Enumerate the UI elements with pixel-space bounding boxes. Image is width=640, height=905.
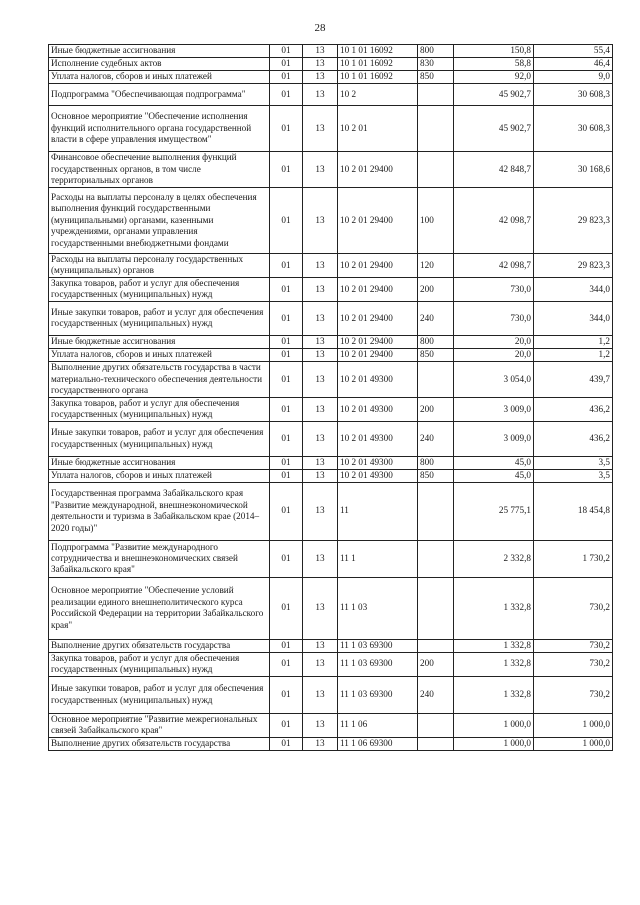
row-section: 01 <box>270 639 303 652</box>
row-amount-approved: 45,0 <box>454 456 534 469</box>
row-target-code: 10 2 01 49300 <box>338 421 418 456</box>
row-amount-approved: 20,0 <box>454 335 534 348</box>
row-section: 01 <box>270 58 303 71</box>
row-section: 01 <box>270 84 303 106</box>
row-amount-executed: 18 454,8 <box>534 482 613 540</box>
row-target-code: 10 2 01 49300 <box>338 456 418 469</box>
row-name: Иные закупки товаров, работ и услуг для обеспечения государственных (муниципальных) нужд <box>49 421 270 456</box>
table-row <box>49 397 613 421</box>
row-amount-approved: 58,8 <box>454 58 534 71</box>
row-subsection: 13 <box>303 58 338 71</box>
row-amount-executed: 3,5 <box>534 469 613 482</box>
table-row <box>49 737 613 750</box>
table-row <box>49 335 613 348</box>
row-amount-approved: 92,0 <box>454 71 534 84</box>
row-name: Уплата налогов, сборов и иных платежей <box>49 71 270 84</box>
row-section: 01 <box>270 188 303 254</box>
table-row <box>49 482 613 540</box>
row-name: Иные закупки товаров, работ и услуг для обеспечения государственных (муниципальных) нужд <box>49 301 270 335</box>
row-amount-executed: 1,2 <box>534 348 613 361</box>
row-expense-type <box>418 577 454 639</box>
page-number: 28 <box>314 22 326 34</box>
row-subsection: 13 <box>303 335 338 348</box>
row-amount-executed: 9,0 <box>534 71 613 84</box>
table-row <box>49 652 613 676</box>
row-amount-approved: 25 775,1 <box>454 482 534 540</box>
row-expense-type <box>418 540 454 577</box>
row-amount-executed: 30 608,3 <box>534 106 613 152</box>
row-expense-type: 200 <box>418 277 454 301</box>
row-amount-approved: 45 902,7 <box>454 84 534 106</box>
row-expense-type <box>418 106 454 152</box>
row-section: 01 <box>270 301 303 335</box>
row-section: 01 <box>270 45 303 58</box>
row-target-code: 10 2 01 <box>338 106 418 152</box>
row-amount-executed: 29 823,3 <box>534 188 613 254</box>
row-section: 01 <box>270 254 303 278</box>
row-amount-approved: 2 332,8 <box>454 540 534 577</box>
row-name: Основное мероприятие "Развитие межрегиональных связей Забайкальского края" <box>49 713 270 737</box>
row-name: Основное мероприятие "Обеспечение исполнения функций исполнительного органа государственной власти в сфере управления имуществом" <box>49 106 270 152</box>
row-amount-approved: 1 332,8 <box>454 577 534 639</box>
row-target-code: 11 1 03 69300 <box>338 676 418 713</box>
row-target-code: 10 2 01 49300 <box>338 397 418 421</box>
row-expense-type <box>418 482 454 540</box>
row-subsection: 13 <box>303 277 338 301</box>
row-subsection: 13 <box>303 737 338 750</box>
row-subsection: 13 <box>303 254 338 278</box>
row-target-code: 10 2 01 29400 <box>338 301 418 335</box>
row-expense-type: 800 <box>418 45 454 58</box>
row-amount-executed: 730,2 <box>534 639 613 652</box>
row-amount-approved: 1 332,8 <box>454 639 534 652</box>
row-section: 01 <box>270 577 303 639</box>
table-row <box>49 713 613 737</box>
row-subsection: 13 <box>303 652 338 676</box>
row-name: Основное мероприятие "Обеспечение условий реализации единого внешнеполитического курса Российской Федерации на территории Забайкальского края" <box>49 577 270 639</box>
row-subsection: 13 <box>303 676 338 713</box>
row-subsection: 13 <box>303 152 338 188</box>
table-row <box>49 639 613 652</box>
row-name: Иные бюджетные ассигнования <box>49 45 270 58</box>
row-name: Исполнение судебных актов <box>49 58 270 71</box>
row-section: 01 <box>270 348 303 361</box>
row-amount-approved: 3 009,0 <box>454 397 534 421</box>
row-section: 01 <box>270 335 303 348</box>
row-name: Государственная программа Забайкальского края "Развитие международной, внешнеэкономической деятельности и туризма в Забайкальском крае (2014–2020 годы)" <box>49 482 270 540</box>
row-amount-executed: 1 730,2 <box>534 540 613 577</box>
row-subsection: 13 <box>303 301 338 335</box>
row-expense-type <box>418 713 454 737</box>
row-target-code: 11 1 03 <box>338 577 418 639</box>
row-amount-approved: 42 098,7 <box>454 188 534 254</box>
row-target-code: 11 1 03 69300 <box>338 652 418 676</box>
row-target-code: 10 2 01 29400 <box>338 348 418 361</box>
row-section: 01 <box>270 737 303 750</box>
table-row <box>49 254 613 278</box>
table-row <box>49 45 613 58</box>
table-row <box>49 577 613 639</box>
row-amount-executed: 30 168,6 <box>534 152 613 188</box>
row-section: 01 <box>270 152 303 188</box>
table-row <box>49 71 613 84</box>
row-target-code: 11 1 06 69300 <box>338 737 418 750</box>
row-target-code: 10 2 01 29400 <box>338 335 418 348</box>
row-section: 01 <box>270 713 303 737</box>
row-expense-type: 100 <box>418 188 454 254</box>
row-expense-type: 850 <box>418 348 454 361</box>
row-name: Выполнение других обязательств государства <box>49 737 270 750</box>
row-target-code: 11 <box>338 482 418 540</box>
table-row <box>49 84 613 106</box>
table-row <box>49 106 613 152</box>
row-amount-executed: 46,4 <box>534 58 613 71</box>
row-amount-executed: 439,7 <box>534 361 613 397</box>
row-amount-approved: 1 000,0 <box>454 737 534 750</box>
table-row <box>49 301 613 335</box>
row-amount-executed: 436,2 <box>534 397 613 421</box>
table-row <box>49 152 613 188</box>
row-amount-executed: 1 000,0 <box>534 737 613 750</box>
row-target-code: 10 2 01 29400 <box>338 188 418 254</box>
row-amount-approved: 45,0 <box>454 469 534 482</box>
row-amount-approved: 730,0 <box>454 277 534 301</box>
row-section: 01 <box>270 71 303 84</box>
row-amount-approved: 1 000,0 <box>454 713 534 737</box>
row-expense-type <box>418 361 454 397</box>
row-expense-type <box>418 639 454 652</box>
row-section: 01 <box>270 540 303 577</box>
row-expense-type: 800 <box>418 335 454 348</box>
table-row <box>49 676 613 713</box>
row-target-code: 11 1 <box>338 540 418 577</box>
row-subsection: 13 <box>303 639 338 652</box>
table-row <box>49 348 613 361</box>
row-target-code: 11 1 03 69300 <box>338 639 418 652</box>
row-subsection: 13 <box>303 348 338 361</box>
row-subsection: 13 <box>303 188 338 254</box>
table-row <box>49 421 613 456</box>
row-amount-approved: 730,0 <box>454 301 534 335</box>
row-expense-type <box>418 152 454 188</box>
row-section: 01 <box>270 106 303 152</box>
row-expense-type: 240 <box>418 421 454 456</box>
row-subsection: 13 <box>303 482 338 540</box>
row-amount-approved: 3 009,0 <box>454 421 534 456</box>
row-amount-approved: 20,0 <box>454 348 534 361</box>
table-row <box>49 469 613 482</box>
row-amount-executed: 344,0 <box>534 277 613 301</box>
row-name: Закупка товаров, работ и услуг для обеспечения государственных (муниципальных) нужд <box>49 397 270 421</box>
row-amount-executed: 30 608,3 <box>534 84 613 106</box>
row-amount-approved: 42 848,7 <box>454 152 534 188</box>
row-expense-type: 850 <box>418 71 454 84</box>
row-amount-approved: 1 332,8 <box>454 652 534 676</box>
row-name: Расходы на выплаты персоналу государственных (муниципальных) органов <box>49 254 270 278</box>
row-amount-executed: 1 000,0 <box>534 713 613 737</box>
row-subsection: 13 <box>303 84 338 106</box>
row-amount-executed: 344,0 <box>534 301 613 335</box>
row-expense-type: 850 <box>418 469 454 482</box>
row-expense-type: 120 <box>418 254 454 278</box>
row-expense-type: 800 <box>418 456 454 469</box>
row-amount-approved: 150,8 <box>454 45 534 58</box>
row-section: 01 <box>270 652 303 676</box>
row-subsection: 13 <box>303 713 338 737</box>
table-row <box>49 277 613 301</box>
row-name: Выполнение других обязательств государства <box>49 639 270 652</box>
row-section: 01 <box>270 397 303 421</box>
row-section: 01 <box>270 277 303 301</box>
row-subsection: 13 <box>303 45 338 58</box>
row-target-code: 10 2 01 29400 <box>338 254 418 278</box>
row-target-code: 11 1 06 <box>338 713 418 737</box>
row-expense-type <box>418 84 454 106</box>
row-amount-approved: 1 332,8 <box>454 676 534 713</box>
row-amount-executed: 55,4 <box>534 45 613 58</box>
row-target-code: 10 1 01 16092 <box>338 58 418 71</box>
row-name: Иные закупки товаров, работ и услуг для обеспечения государственных (муниципальных) нужд <box>49 676 270 713</box>
row-section: 01 <box>270 421 303 456</box>
row-subsection: 13 <box>303 397 338 421</box>
row-name: Выполнение других обязательств государства в части материально-технического обеспечения деятельности государственного органа <box>49 361 270 397</box>
row-amount-executed: 1,2 <box>534 335 613 348</box>
row-amount-executed: 730,2 <box>534 652 613 676</box>
row-name: Закупка товаров, работ и услуг для обеспечения государственных (муниципальных) нужд <box>49 277 270 301</box>
row-expense-type: 200 <box>418 652 454 676</box>
row-expense-type: 240 <box>418 301 454 335</box>
row-target-code: 10 1 01 16092 <box>338 71 418 84</box>
row-expense-type: 240 <box>418 676 454 713</box>
row-expense-type <box>418 737 454 750</box>
row-amount-approved: 3 054,0 <box>454 361 534 397</box>
row-subsection: 13 <box>303 106 338 152</box>
row-target-code: 10 1 01 16092 <box>338 45 418 58</box>
row-subsection: 13 <box>303 456 338 469</box>
table-row <box>49 540 613 577</box>
row-subsection: 13 <box>303 71 338 84</box>
row-section: 01 <box>270 361 303 397</box>
row-amount-approved: 42 098,7 <box>454 254 534 278</box>
row-name: Закупка товаров, работ и услуг для обеспечения государственных (муниципальных) нужд <box>49 652 270 676</box>
row-section: 01 <box>270 676 303 713</box>
row-name: Расходы на выплаты персоналу в целях обеспечения выполнения функций государственными (муниципальными) органами, казенными учреждениями, органами управления государственными внебюджетными фондами <box>49 188 270 254</box>
row-subsection: 13 <box>303 540 338 577</box>
row-target-code: 10 2 01 29400 <box>338 152 418 188</box>
row-subsection: 13 <box>303 361 338 397</box>
table-row <box>49 58 613 71</box>
row-amount-approved: 45 902,7 <box>454 106 534 152</box>
table-row <box>49 188 613 254</box>
row-section: 01 <box>270 456 303 469</box>
row-name: Финансовое обеспечение выполнения функций государственных органов, в том числе территориальных органов <box>49 152 270 188</box>
row-section: 01 <box>270 482 303 540</box>
row-target-code: 10 2 01 49300 <box>338 469 418 482</box>
row-subsection: 13 <box>303 469 338 482</box>
row-expense-type: 830 <box>418 58 454 71</box>
row-section: 01 <box>270 469 303 482</box>
row-target-code: 10 2 <box>338 84 418 106</box>
row-name: Иные бюджетные ассигнования <box>49 456 270 469</box>
row-amount-executed: 730,2 <box>534 676 613 713</box>
row-subsection: 13 <box>303 577 338 639</box>
row-expense-type: 200 <box>418 397 454 421</box>
row-name: Подпрограмма "Обеспечивающая подпрограмма" <box>49 84 270 106</box>
row-amount-executed: 3,5 <box>534 456 613 469</box>
row-amount-executed: 730,2 <box>534 577 613 639</box>
row-name: Уплата налогов, сборов и иных платежей <box>49 469 270 482</box>
budget-table <box>48 44 613 751</box>
row-target-code: 10 2 01 49300 <box>338 361 418 397</box>
row-target-code: 10 2 01 29400 <box>338 277 418 301</box>
table-row <box>49 361 613 397</box>
row-subsection: 13 <box>303 421 338 456</box>
row-amount-executed: 436,2 <box>534 421 613 456</box>
row-name: Подпрограмма "Развитие международного сотрудничества и внешнеэкономических связей Забайкальского края" <box>49 540 270 577</box>
row-amount-executed: 29 823,3 <box>534 254 613 278</box>
row-name: Иные бюджетные ассигнования <box>49 335 270 348</box>
table-row <box>49 456 613 469</box>
budget-table-body <box>49 45 613 751</box>
row-name: Уплата налогов, сборов и иных платежей <box>49 348 270 361</box>
